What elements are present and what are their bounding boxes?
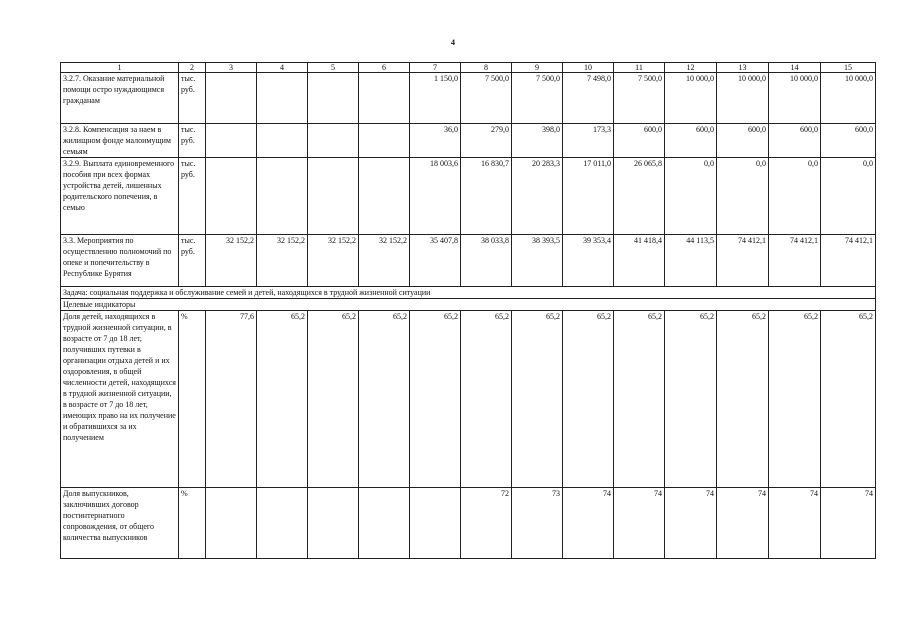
column-number: 7 — [410, 63, 461, 73]
value-cell: 44 113,5 — [665, 235, 717, 287]
value-cell: 65,2 — [769, 311, 821, 488]
value-cell — [206, 124, 257, 158]
value-cell: 7 500,0 — [614, 73, 665, 124]
value-cell: 10 000,0 — [821, 73, 876, 124]
value-cell — [359, 158, 410, 235]
value-cell: 10 000,0 — [665, 73, 717, 124]
value-cell: 65,2 — [308, 311, 359, 488]
table-row — [61, 158, 876, 235]
value-cell — [359, 124, 410, 158]
value-cell: 600,0 — [665, 124, 717, 158]
value-cell: 74 — [665, 488, 717, 559]
column-number: 15 — [821, 63, 876, 73]
value-cell: 38 033,8 — [461, 235, 512, 287]
column-number-header-row — [61, 63, 876, 73]
value-cell: 7 500,0 — [512, 73, 563, 124]
value-cell: 0,0 — [665, 158, 717, 235]
value-cell — [206, 158, 257, 235]
value-cell: 0,0 — [769, 158, 821, 235]
row-unit: тыс. руб. — [179, 73, 206, 124]
value-cell: 74 — [614, 488, 665, 559]
budget-table — [60, 62, 876, 559]
column-number: 12 — [665, 63, 717, 73]
value-cell: 32 152,2 — [257, 235, 308, 287]
value-cell: 32 152,2 — [206, 235, 257, 287]
value-cell: 32 152,2 — [308, 235, 359, 287]
row-unit: % — [179, 311, 206, 488]
row-unit: тыс. руб. — [179, 158, 206, 235]
value-cell: 77,6 — [206, 311, 257, 488]
value-cell: 32 152,2 — [359, 235, 410, 287]
value-cell: 65,2 — [461, 311, 512, 488]
column-number: 13 — [717, 63, 769, 73]
row-name: 3.2.8. Компенсация за наем в жилищном фонде малоимущим семьям — [61, 124, 179, 158]
task-text: Задача: социальная поддержка и обслуживание семей и детей, находящихся в трудной жизненной ситуации — [61, 287, 876, 299]
row-name: 3.3. Мероприятия по осуществлению полномочий по опеке и попечительству в Республике Бурятия — [61, 235, 179, 287]
column-number: 9 — [512, 63, 563, 73]
column-number: 5 — [308, 63, 359, 73]
value-cell: 74 412,1 — [821, 235, 876, 287]
value-cell — [308, 73, 359, 124]
value-cell: 65,2 — [563, 311, 614, 488]
value-cell: 20 283,3 — [512, 158, 563, 235]
value-cell: 10 000,0 — [769, 73, 821, 124]
value-cell: 0,0 — [821, 158, 876, 235]
value-cell: 74 — [821, 488, 876, 559]
row-name: Доля детей, находящихся в трудной жизненной ситуации, в возрасте от 7 до 18 лет, получивших путевки в организации отдыха детей и их оздоровления, в общей численности детей, находящихся в трудной жизненной ситуации, в возрасте от 7 до 18 лет, имеющих право на их получение и обратившихся за их получением — [61, 311, 179, 488]
value-cell: 173,3 — [563, 124, 614, 158]
value-cell: 41 418,4 — [614, 235, 665, 287]
indicators-heading-row — [61, 299, 876, 311]
column-number: 14 — [769, 63, 821, 73]
value-cell — [359, 73, 410, 124]
value-cell — [308, 158, 359, 235]
value-cell: 65,2 — [257, 311, 308, 488]
value-cell — [257, 158, 308, 235]
value-cell: 279,0 — [461, 124, 512, 158]
row-unit: % — [179, 488, 206, 559]
table-row — [61, 235, 876, 287]
row-name: Доля выпускников, заключивших договор постинтернатного сопровождения, от общего количества выпускников — [61, 488, 179, 559]
value-cell: 65,2 — [359, 311, 410, 488]
value-cell: 74 — [769, 488, 821, 559]
row-name: 3.2.7. Оказание материальной помощи остро нуждающимся гражданам — [61, 73, 179, 124]
table-row — [61, 124, 876, 158]
value-cell — [308, 124, 359, 158]
value-cell: 16 830,7 — [461, 158, 512, 235]
value-cell: 65,2 — [512, 311, 563, 488]
value-cell: 600,0 — [769, 124, 821, 158]
value-cell: 600,0 — [614, 124, 665, 158]
value-cell: 74 — [563, 488, 614, 559]
value-cell: 65,2 — [614, 311, 665, 488]
value-cell — [206, 73, 257, 124]
row-name: 3.2.9. Выплата единовременного пособия при всех формах устройства детей, лишенных родительского попечения, в семью — [61, 158, 179, 235]
value-cell: 72 — [461, 488, 512, 559]
column-number: 10 — [563, 63, 614, 73]
value-cell: 10 000,0 — [717, 73, 769, 124]
value-cell: 7 498,0 — [563, 73, 614, 124]
value-cell — [257, 73, 308, 124]
value-cell: 65,2 — [717, 311, 769, 488]
column-number: 1 — [61, 63, 179, 73]
value-cell: 74 412,1 — [769, 235, 821, 287]
task-row — [61, 287, 876, 299]
row-unit: тыс. руб. — [179, 235, 206, 287]
value-cell: 65,2 — [821, 311, 876, 488]
value-cell: 65,2 — [665, 311, 717, 488]
row-unit: тыс. руб. — [179, 124, 206, 158]
value-cell: 17 011,0 — [563, 158, 614, 235]
column-number: 6 — [359, 63, 410, 73]
value-cell: 38 393,5 — [512, 235, 563, 287]
page-number: 4 — [451, 38, 455, 47]
column-number: 4 — [257, 63, 308, 73]
value-cell: 36,0 — [410, 124, 461, 158]
value-cell: 0,0 — [717, 158, 769, 235]
value-cell — [308, 488, 359, 559]
column-number: 2 — [179, 63, 206, 73]
table-row — [61, 73, 876, 124]
value-cell: 600,0 — [717, 124, 769, 158]
value-cell — [257, 124, 308, 158]
value-cell: 35 407,8 — [410, 235, 461, 287]
value-cell: 398,0 — [512, 124, 563, 158]
column-number: 11 — [614, 63, 665, 73]
value-cell: 600,0 — [821, 124, 876, 158]
value-cell: 65,2 — [410, 311, 461, 488]
column-number: 3 — [206, 63, 257, 73]
value-cell: 1 150,0 — [410, 73, 461, 124]
table-row — [61, 311, 876, 488]
value-cell: 18 003,6 — [410, 158, 461, 235]
value-cell — [359, 488, 410, 559]
value-cell — [206, 488, 257, 559]
indicators-heading: Целевые индикаторы — [61, 299, 876, 311]
value-cell: 39 353,4 — [563, 235, 614, 287]
table-row — [61, 488, 876, 559]
value-cell: 74 — [717, 488, 769, 559]
value-cell: 7 500,0 — [461, 73, 512, 124]
value-cell: 73 — [512, 488, 563, 559]
value-cell: 26 065,8 — [614, 158, 665, 235]
value-cell — [410, 488, 461, 559]
value-cell — [257, 488, 308, 559]
value-cell: 74 412,1 — [717, 235, 769, 287]
column-number: 8 — [461, 63, 512, 73]
